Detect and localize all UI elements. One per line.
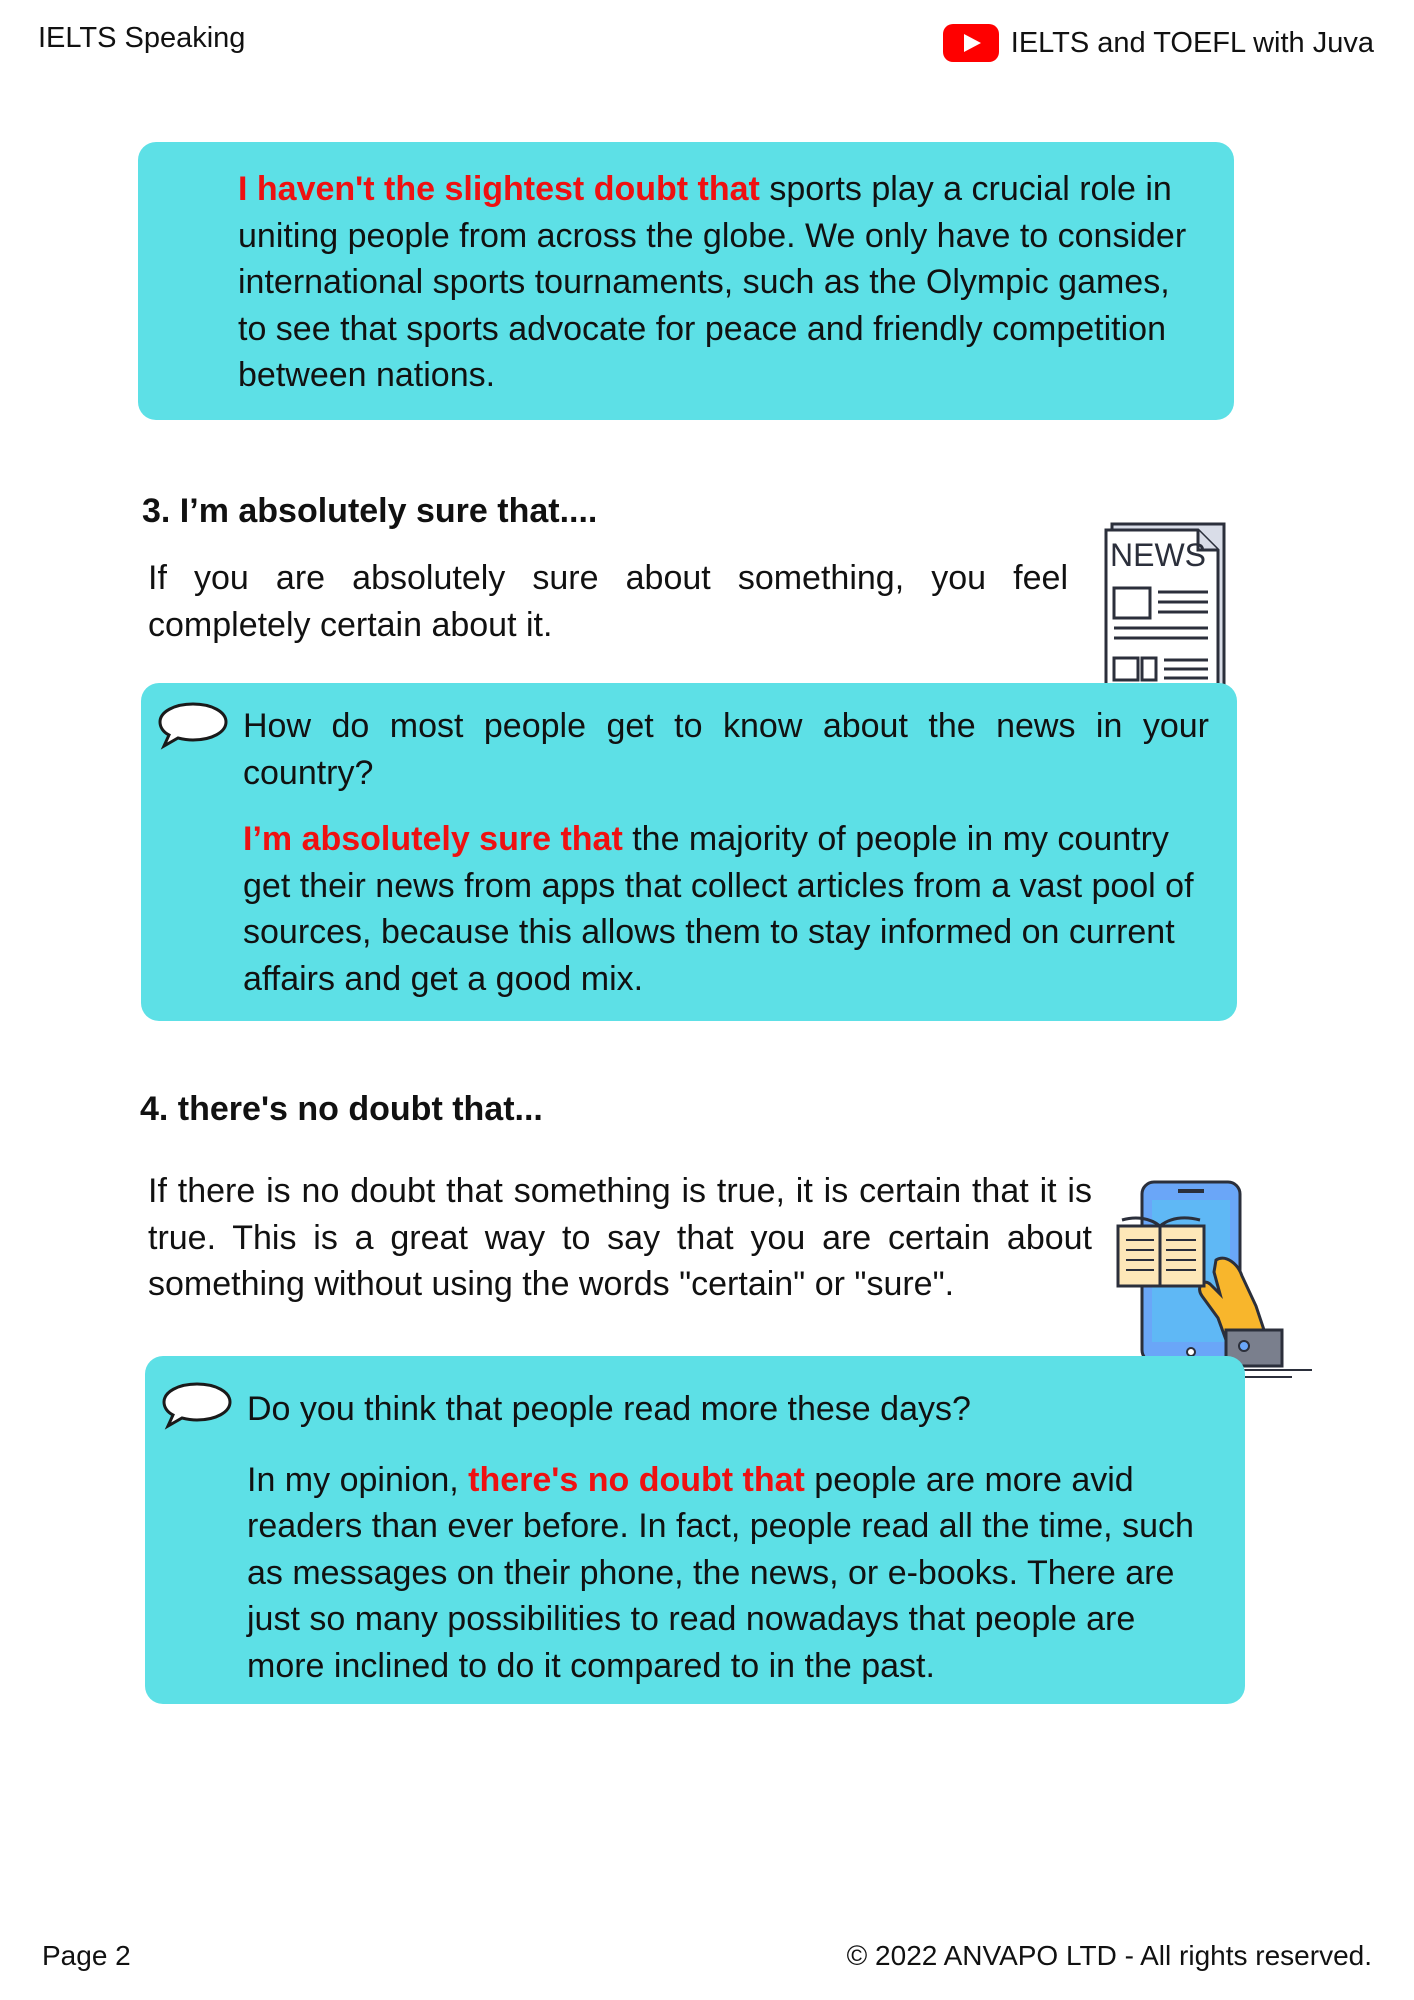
example-answer — [243, 816, 1209, 1002]
youtube-icon — [943, 24, 999, 62]
speech-bubble-icon — [156, 700, 230, 750]
section-3-description: If you are absolutely sure about something, you feel completely certain about it. — [148, 559, 1068, 644]
highlight-phrase: I’m absolutely sure that — [243, 820, 623, 858]
answer-text: people are more avid readers than ever before. In fact, people read all the time, such as messages on their phone, the news, or e-books. There are just so many possibilities to read nowadays that people are more inclined to do it compared to in the past. — [247, 1460, 1194, 1685]
newspaper-icon — [1102, 518, 1232, 698]
example-box-2 — [138, 142, 1234, 420]
header-channel — [943, 24, 1374, 62]
news-label: NEWS — [1110, 537, 1206, 573]
highlight-phrase: I haven't the slightest doubt that — [238, 170, 760, 208]
section-4-description: If there is no doubt that something is true, it is certain that it is true. This is a great way to say that you are certain about something without using the words "certain" or "sure". — [148, 1172, 1092, 1303]
highlight-phrase: there's no doubt that — [468, 1460, 805, 1499]
channel-name: IELTS and TOEFL with Juva — [1010, 26, 1374, 59]
example-box-4 — [145, 1356, 1245, 1704]
copyright: © 2022 ANVAPO LTD - All rights reserved. — [846, 1940, 1372, 1971]
example-answer — [238, 166, 1206, 399]
question-text: How do most people get to know about the news in your country? — [243, 707, 1209, 792]
header-title: IELTS Speaking — [38, 22, 246, 54]
answer-prefix: In my opinion, — [247, 1460, 469, 1499]
page-number: Page 2 — [42, 1940, 131, 1971]
phone-ebook-icon — [1116, 1180, 1312, 1380]
answer-text: the majority of people in my country get their news from apps that collect articles from a vast pool of sources, because this allows them to stay informed on current affairs and get a good mix. — [243, 820, 1194, 998]
answer-text: sports play a crucial role in uniting people from across the globe. We only have to consider international sports tournaments, such as the Olympic games, to see that sports advocate for peace and friendly competition between nations. — [238, 170, 1187, 394]
example-answer — [247, 1457, 1219, 1690]
section-3-heading: 3. I’m absolutely sure that.... — [142, 492, 598, 530]
speech-bubble-icon — [160, 1380, 234, 1430]
section-4-heading: 4. there's no doubt that... — [140, 1090, 543, 1128]
question-text: Do you think that people read more these days? — [247, 1390, 971, 1428]
example-box-3 — [141, 683, 1237, 1021]
